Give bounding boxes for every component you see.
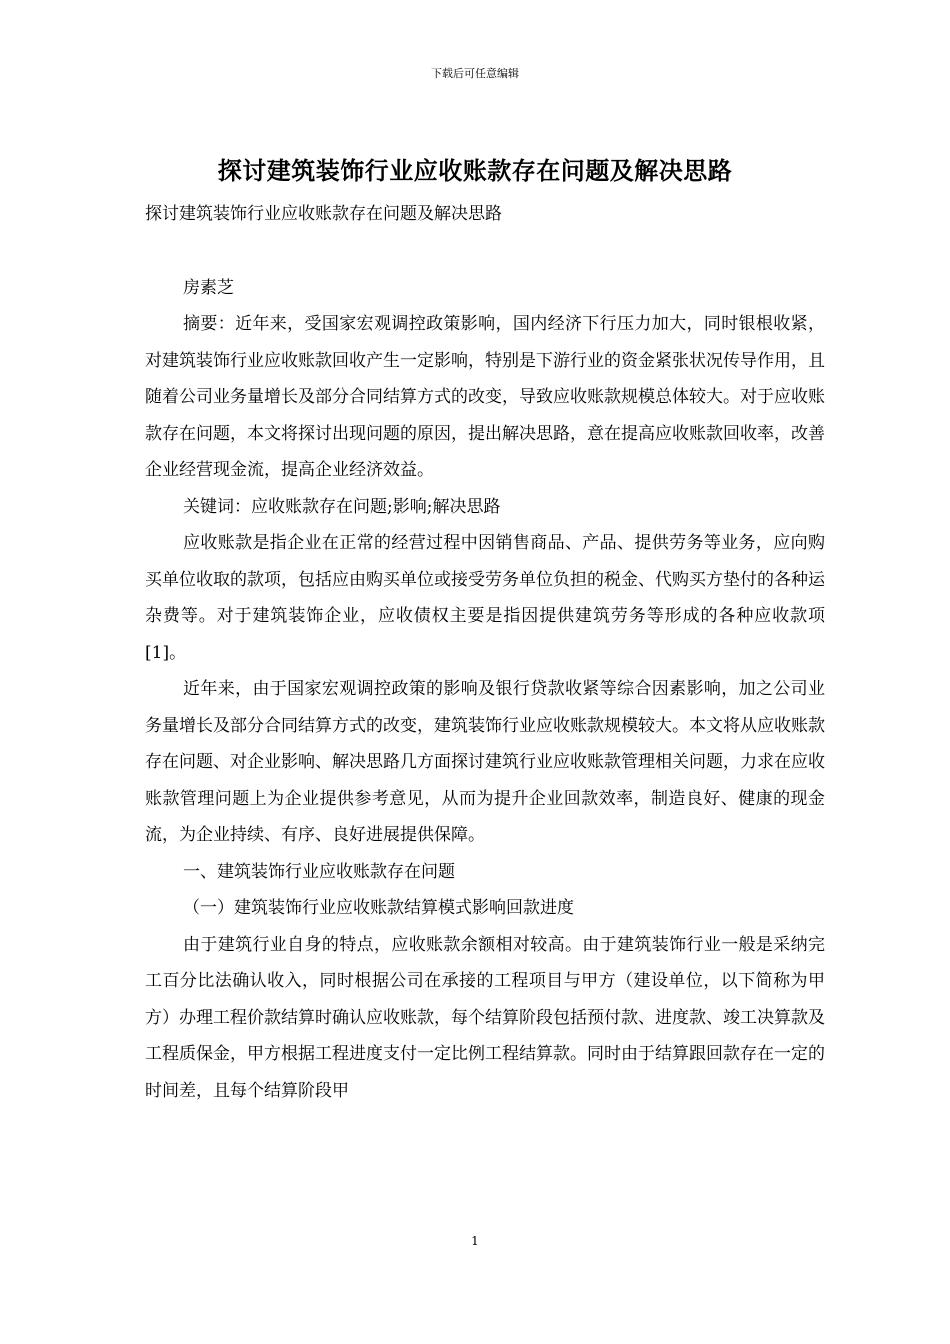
body-paragraph: 近年来，由于国家宏观调控政策的影响及银行贷款收紧等综合因素影响，加之公司业务量增长及部分合同结算方式的改变，建筑装饰行业应收账款规模较大。本文将从应收账款存在问题、对企业影响、解决思路几方面探讨建筑行业应收账款管理相关问题，力求在应收账款管理问题上为企业提供参考意见，从而为提升企业回款效率，制造良好、健康的现金流，为企业持续、有序、良好进展提供保障。 — [145, 679, 825, 845]
keywords-line: 关键词：应收账款存在问题;影响;解决思路 — [183, 496, 501, 517]
document-title: 探讨建筑装饰行业应收账款存在问题及解决思路 — [217, 156, 733, 185]
page-number: 1 — [471, 1234, 479, 1248]
author-name: 房素芝 — [183, 277, 234, 298]
section-heading: 一、建筑装饰行业应收账款存在问题 — [183, 861, 455, 882]
body-paragraph: 应收账款是指企业在正常的经营过程中因销售商品、产品、提供劳务等业务，应向购买单位收取的款项，包括应由购买单位或接受劳务单位负担的税金、代购买方垫付的各种运杂费等。对于建筑装饰企业，应收债权主要是指因提供建筑劳务等形成的各种应收款项[1]。 — [145, 533, 825, 663]
body-paragraph: 由于建筑行业自身的特点，应收账款余额相对较高。由于建筑装饰行业一般是采纳完工百分比法确认收入，同时根据公司在承接的工程项目与甲方（建设单位，以下简称为甲方）办理工程价款结算时确认应收账款，每个结算阶段包括预付款、进度款、竣工决算款及工程质保金，甲方根据工程进度支付一定比例工程结算款。同时由于结算跟回款存在一定的时间差，且每个结算阶段甲 — [145, 934, 825, 1101]
header-note: 下载后可任意编辑 — [431, 67, 519, 80]
document-body — [145, 196, 825, 1109]
subsection-heading: （一）建筑装饰行业应收账款结算模式影响回款进度 — [183, 898, 574, 918]
document-subtitle: 探讨建筑装饰行业应收账款存在问题及解决思路 — [145, 204, 502, 224]
abstract-paragraph: 摘要：近年来，受国家宏观调控政策影响，国内经济下行压力加大，同时银根收紧，对建筑装饰行业应收账款回收产生一定影响，特别是下游行业的资金紧张状况传导作用，且随着公司业务量增长及部分合同结算方式的改变，导致应收账款规模总体较大。对于应收账款存在问题，本文将探讨出现问题的原因，提出解决思路，意在提高应收账款回收率，改善企业经营现金流，提高企业经济效益。 — [145, 314, 825, 480]
blank-line — [145, 233, 825, 270]
